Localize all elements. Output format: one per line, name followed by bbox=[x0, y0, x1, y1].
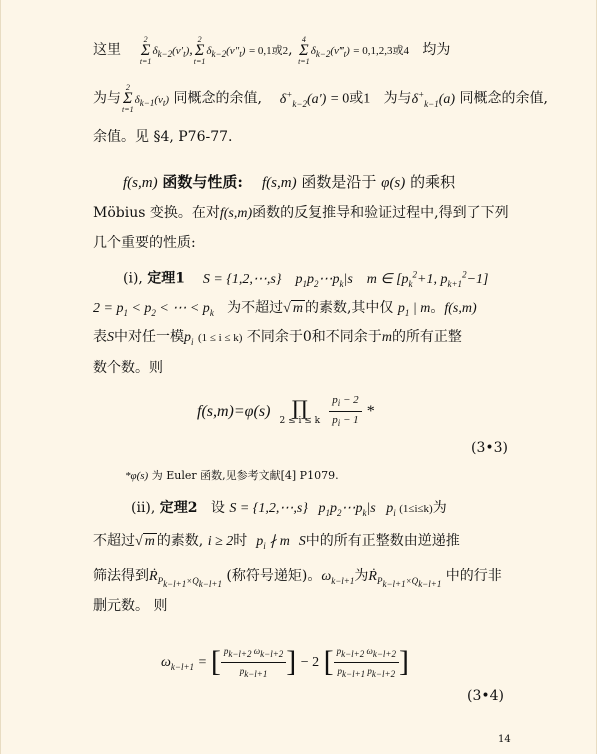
section-line2-a: Möbius 变换。在对 bbox=[93, 205, 220, 221]
section-line2-b: 函数的反复推导和验证过程中,得到了下列 bbox=[252, 205, 509, 221]
sum-expression-3: 2 Σ t=1 $\delta_{k-1}(v_t)$ bbox=[122, 83, 170, 115]
section-line3: 几个重要的性质: bbox=[93, 235, 196, 251]
para1-line2 bbox=[93, 84, 548, 114]
para1-text-c: 同概念的余值, bbox=[459, 90, 548, 107]
sqrt-m: √ m bbox=[283, 301, 303, 316]
theorem1-line2: $2 = p_1 < p_2$ < ⋯ < $p_k$ 为不超过√ m 的素数,其中仅 $p_1$ | m。f(s,m) bbox=[93, 300, 477, 318]
theorem1-text-b: 的素数,其中仅 bbox=[304, 300, 394, 316]
divides-expr: $p_1$ | m bbox=[397, 301, 431, 318]
theorem2-text-e: 筛法得到 bbox=[93, 568, 149, 584]
fn-symbol: f(s,m) bbox=[261, 175, 297, 191]
sum-expression-2: 4 Σ t=1 $\delta_{k-2}(v‴_t)$ bbox=[298, 35, 350, 66]
theorem2-word-for: 为 bbox=[432, 500, 447, 516]
theorem2-title: 定理2 bbox=[159, 500, 198, 516]
theorem1-line4: 数个数。则 bbox=[93, 360, 163, 376]
fn-symbol-3: f(s,m) bbox=[444, 301, 477, 316]
section-line2 bbox=[93, 203, 509, 224]
eq-number-3-3: (3•3) bbox=[471, 440, 508, 456]
theorem1-set-def: S = {1,2,⋯,s} $p_1p_2\cdots p_k|s$ m ∈ [$p_k^2+1$, $p_{k+1}^2-1$] bbox=[202, 269, 489, 289]
theorem2-line3: 筛法得到Ṙ$_{P_{k-l+1}\times Q_{k-l+1}}$ (称符号递矩)。$\omega_{k-l+1}$为Ṙ$_{P_{k-l+1}\times Q_{k-l+1}}$ 中的行非 bbox=[93, 568, 502, 589]
theorem1-text-f: 的所有正整 bbox=[391, 329, 462, 345]
theorem2-text-d: 中的所有正整数由逆递推 bbox=[305, 533, 460, 549]
para1-lead: 这里 bbox=[93, 42, 121, 59]
theorem2-label: (ii), bbox=[131, 500, 156, 516]
theorem1-line3: 表S中对任一模$p_i$ (1 ≤ i ≤ k) 不同余于0和不同余于m的所有正整 bbox=[93, 329, 462, 347]
theorem2-text-g: 为 bbox=[354, 568, 369, 584]
theorem2-line4: 删元数。 则 bbox=[93, 598, 168, 614]
para1-line3: 余值。见 §4, P76-77. bbox=[93, 129, 233, 145]
page-number: 14 bbox=[498, 734, 511, 745]
delta-expression-1: $\delta^+_{k-2}(a')$ bbox=[279, 89, 327, 109]
theorem2-text-f: (称符号递矩)。 bbox=[226, 568, 322, 584]
theorem2-text-h: 中的行非 bbox=[445, 568, 502, 584]
theorem2-line2: 不超过√ m 的素数, i ≥ 2时 $p_i$ ∤ m S中的所有正整数由逆递推 bbox=[93, 533, 460, 551]
phi-symbol: φ(s) bbox=[381, 175, 406, 191]
section-line1-end: 的乘积 bbox=[410, 173, 456, 191]
eq-number-3-4: (3•4) bbox=[467, 688, 504, 704]
prime-order: $2 = p_1 < p_2$ < ⋯ < $p_k$ bbox=[93, 301, 214, 318]
theorem2-text-c: 时 bbox=[233, 533, 248, 549]
para1-values-a: = 0,1或2 bbox=[248, 45, 289, 58]
para1-text-d: 均为 bbox=[422, 42, 451, 59]
equation-3-3: f(s,m)=φ(s) ∏ 2 ≤ i ≤ k $\frac{p_i - 2}{p_i - 1}$ * bbox=[197, 394, 375, 429]
theorem1-label: (i), bbox=[123, 270, 143, 287]
theorem2-word-set: 设 bbox=[210, 500, 225, 516]
theorem1-line1 bbox=[123, 264, 488, 293]
theorem2-line1 bbox=[131, 498, 447, 523]
theorem1-text-a: 为不超过 bbox=[227, 300, 284, 316]
heading-function: f(s,m) bbox=[123, 175, 158, 191]
para1-text-b2: 为与 bbox=[383, 90, 412, 107]
theorem1-title: 定理1 bbox=[147, 270, 186, 287]
para1-values-b: = 0,1,2,3或4 bbox=[353, 45, 409, 58]
footnote-text: 为 Euler 函数,见参考文献[4] P1079. bbox=[151, 469, 339, 482]
fn-symbol-2: f(s,m) bbox=[219, 206, 253, 221]
section-line1-rest: 函数是沿于 bbox=[301, 173, 377, 191]
sum-expression-1: 2 Σ t=1 $\delta_{k-2}(v'_t)$, 2 Σ t=1 $\delta_{k-2}(v''_t)$ bbox=[139, 35, 246, 66]
delta-expression-2: $\delta^+_{k-1}(a)$ bbox=[411, 89, 456, 109]
theorem1-text-e: 不同余于0和不同余于 bbox=[246, 329, 382, 345]
para1-line1: 这里 2 Σ t=1 $\delta_{k-2}(v'_t)$, 2 Σ t=1 $\delta_{k-2}(v''_t) = 0,1$或2, 4 Σ t=1 $\delta_{k-2}(v‴_t) = 0,1,2,3$或4 均为 bbox=[93, 35, 451, 66]
footnote: *φ(s) 为 Euler 函数,见参考文献[4] P1079. bbox=[125, 469, 339, 482]
section-line1 bbox=[123, 172, 455, 193]
theorem1-text-d: 中对任一模 bbox=[114, 329, 184, 345]
theorem2-text-b: 的素数, bbox=[156, 533, 204, 549]
theorem1-text-c: 表 bbox=[93, 329, 107, 345]
equation-3-4: $\omega_{k-l+1}$ = [ $\frac{p_{k-l+2} \omega_{k-l+2}}{p_{k-l+1}}$ ] − 2 [ $\frac{p_{k-l+2} \omega_{k-l+2}}{p_{k-l+1} p_{k-l+2}}$ ] bbox=[161, 642, 409, 687]
section-heading: 函数与性质: bbox=[162, 173, 243, 191]
para1-text-b: 为与 bbox=[93, 90, 121, 107]
para1-text-a: 同概念的余值, bbox=[173, 90, 262, 107]
theorem2-set-def: S = {1,2,⋯,s} $p_1p_2\cdots p_k|s$ $p_i$ (1≤i≤k) bbox=[229, 501, 433, 518]
theorem2-text-a: 不超过 bbox=[93, 533, 135, 549]
para1-values-c: = 0或1 bbox=[330, 91, 371, 107]
